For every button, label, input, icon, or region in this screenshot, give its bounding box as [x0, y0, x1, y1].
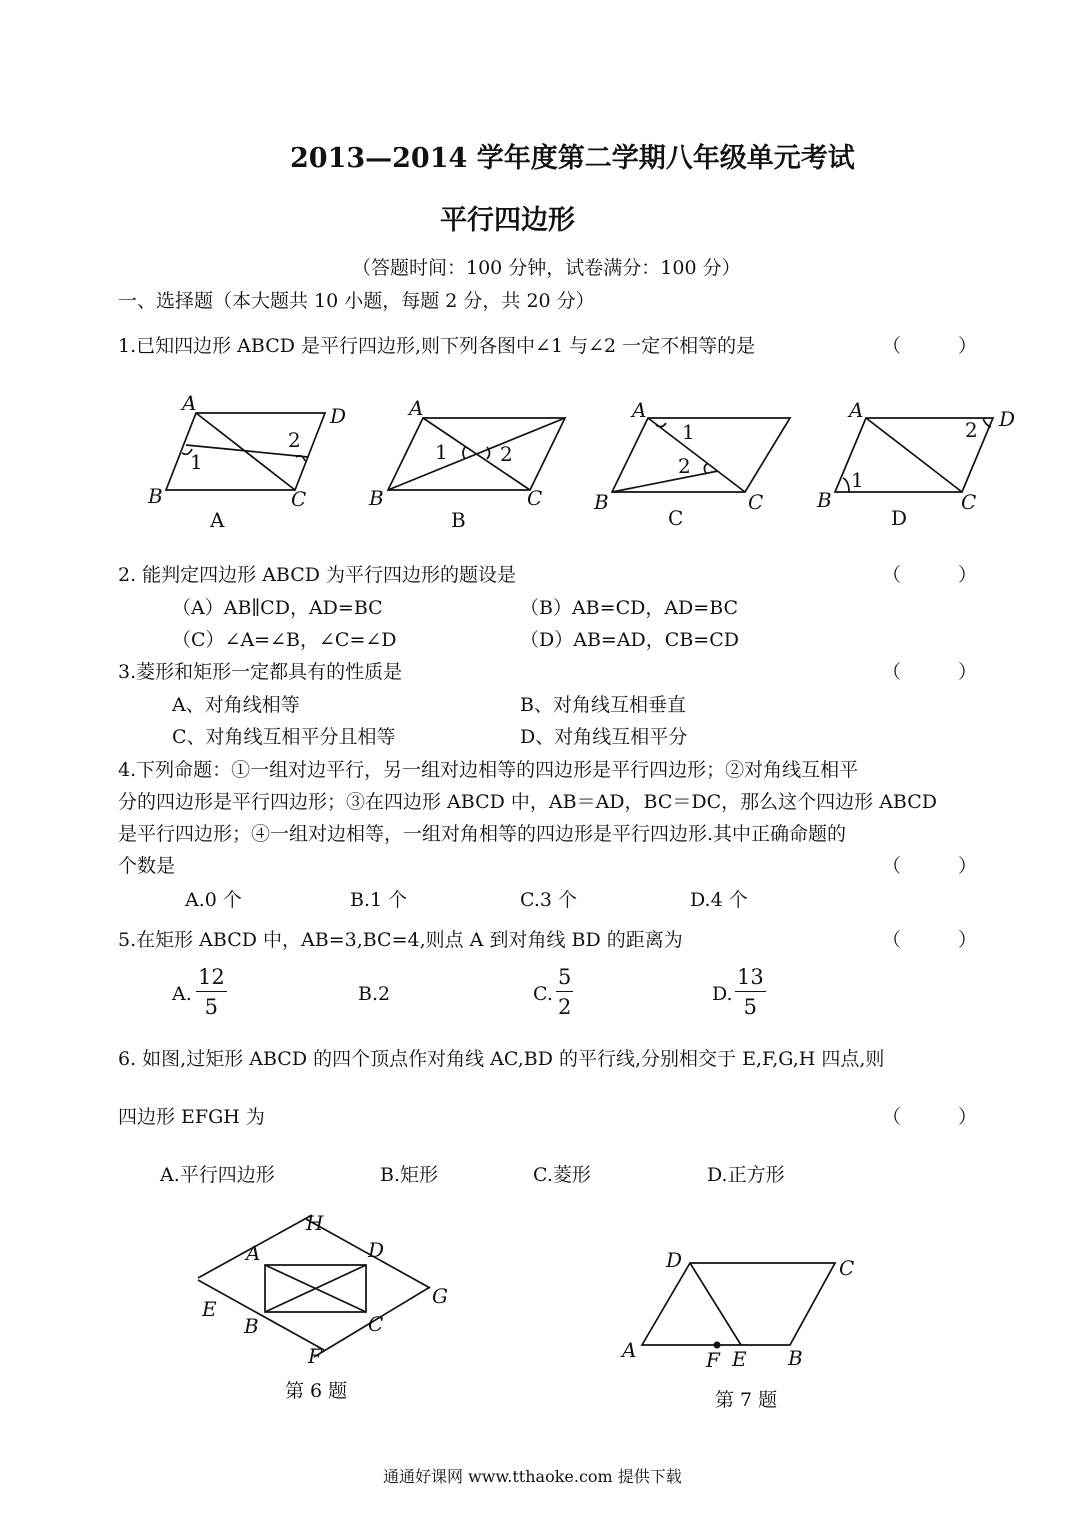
q6-label-d: D [368, 1238, 385, 1262]
q5-option-a-label: A. [172, 983, 192, 1005]
q7-segment-de [690, 1263, 741, 1345]
q7-label-d: D [666, 1248, 683, 1272]
q1d-figure-label: D [891, 506, 908, 530]
q2-text: 2. 能判定四边形 ABCD 为平行四边形的题设是 [118, 564, 517, 586]
q1a-label-b: B [148, 484, 163, 508]
q7-label-c: C [839, 1256, 855, 1280]
q5-option-a-fraction [196, 963, 227, 1022]
q4-line-4: 个数是 [118, 855, 176, 877]
q5-option-d-numerator: 13 [735, 963, 766, 992]
q1d-diagonal [866, 418, 962, 492]
footer-text: 通通好课网 www.tthaoke.com 提供下载 [383, 1467, 682, 1486]
q2-option-a: （A）AB∥CD，AD=BC [172, 597, 383, 619]
q3-option-a: A、对角线相等 [172, 694, 300, 716]
q6-label-a: A [246, 1241, 261, 1265]
q5-option-c-denominator: 2 [558, 995, 572, 1019]
q5-answer-bracket: （ ） [882, 929, 978, 951]
q7-label-f: F [706, 1348, 720, 1372]
q6-line-2: 四边形 EFGH 为 [118, 1106, 265, 1128]
q1c-segment [612, 471, 718, 492]
q1b-angle1-label: 1 [435, 440, 448, 464]
q1b-angle2-label: 2 [500, 442, 513, 466]
q1-figure-b [365, 395, 585, 535]
q1a-figure-label: A [210, 508, 225, 532]
q7-label-e: E [732, 1347, 747, 1371]
q1c-angle2-arc [704, 463, 708, 473]
q5-option-c-numerator: 5 [556, 963, 573, 992]
q6-label-b: B [244, 1314, 259, 1338]
q6-label-f: F [308, 1344, 322, 1368]
q6-figure-caption: 第 6 题 [285, 1380, 348, 1402]
q2-option-d: （D）AB=AD，CB=CD [520, 629, 739, 651]
q6-label-g: G [432, 1284, 448, 1308]
q3-option-d: D、对角线互相平分 [520, 726, 688, 748]
q4-option-c: C.3 个 [520, 889, 578, 911]
q1d-angle1-label: 1 [851, 468, 864, 492]
q1-text: 1.已知四边形 ABCD 是平行四边形,则下列各图中∠1 与∠2 一定不相等的是 [118, 335, 756, 357]
q6-label-e: E [202, 1297, 217, 1321]
q6-label-c: C [368, 1312, 384, 1336]
q5-option-d-fraction [735, 963, 766, 1022]
exam-subtitle: 平行四边形 [440, 205, 575, 236]
q3-answer-bracket: （ ） [882, 661, 978, 683]
q6-label-h: H [306, 1211, 324, 1235]
q1b-angle2-arc [487, 447, 490, 459]
q1a-label-c: C [291, 487, 307, 511]
q6-line-ef [198, 1280, 324, 1350]
q6-option-c: C.菱形 [533, 1164, 591, 1186]
q5-text: 5.在矩形 ABCD 中，AB=3,BC=4,则点 A 到对角线 BD 的距离为 [118, 929, 683, 951]
q1c-angle1-label: 1 [682, 420, 695, 444]
q4-line-3: 是平行四边形；④一组对边相等，一组对角相等的四边形是平行四边形.其中正确命题的 [118, 823, 847, 845]
q1d-label-b: B [817, 488, 832, 512]
q1-figure-a [140, 391, 370, 535]
q1b-angle1-arc [463, 447, 465, 459]
q4-option-b: B.1 个 [350, 889, 408, 911]
q1c-angle2-label: 2 [678, 454, 691, 478]
q1d-label-c: C [961, 490, 977, 514]
q6-option-b: B.矩形 [380, 1164, 439, 1186]
q1a-angle2-label: 2 [288, 428, 301, 452]
q5-option-b: B.2 [358, 983, 391, 1005]
q1-answer-bracket: （ ） [882, 335, 978, 357]
q1a-angle1-label: 1 [190, 450, 203, 474]
q3-text: 3.菱形和矩形一定都具有的性质是 [118, 661, 403, 683]
q7-figure-caption: 第 7 题 [715, 1389, 778, 1411]
q1d-label-d: D [999, 407, 1016, 431]
q1b-diagonal-bd [388, 418, 565, 490]
q1b-label-b: B [369, 486, 384, 510]
q1-figure-c [590, 395, 810, 535]
q4-option-a: A.0 个 [185, 889, 242, 911]
exam-title: 2013—2014 学年度第二学期八年级单元考试 [290, 143, 855, 174]
q1d-angle2-label: 2 [965, 418, 978, 442]
q7-label-b: B [788, 1346, 803, 1370]
q1b-label-c: C [527, 486, 543, 510]
q5-option-a-denominator: 5 [204, 995, 219, 1019]
exam-info: （答题时间：100 分钟，试卷满分：100 分） [352, 257, 741, 279]
q5-option-a-numerator: 12 [196, 963, 227, 992]
section-heading: 一、选择题（本大题共 10 小题，每题 2 分，共 20 分） [118, 290, 595, 312]
q1a-label-a: A [182, 391, 197, 415]
q3-option-b: B、对角线互相垂直 [520, 694, 686, 716]
q4-answer-bracket: （ ） [882, 855, 978, 877]
q3-option-c: C、对角线互相平分且相等 [172, 726, 396, 748]
q1-figure-d [815, 395, 1045, 535]
q6-figure [190, 1205, 460, 1370]
q2-option-b: （B）AB=CD，AD=BC [520, 597, 739, 619]
q5-option-d-denominator: 5 [743, 995, 758, 1019]
q1c-parallelogram [612, 418, 790, 492]
q1c-figure-label: C [668, 506, 684, 530]
q6-line-1: 6. 如图,过矩形 ABCD 的四个顶点作对角线 AC,BD 的平行线,分别相交于 E,F,G,H 四点,则 [118, 1048, 885, 1070]
q1d-angle1-arc [843, 478, 849, 492]
q7-parallelogram [642, 1263, 835, 1345]
q1c-label-a: A [632, 398, 647, 422]
q1a-label-d: D [330, 404, 347, 428]
q1c-label-b: B [594, 490, 609, 514]
q1b-label-a: A [409, 396, 424, 420]
q6-answer-bracket: （ ） [882, 1106, 978, 1128]
q7-label-a: A [622, 1338, 637, 1362]
q2-answer-bracket: （ ） [882, 564, 978, 586]
q5-option-c-fraction [556, 963, 573, 1022]
q1d-label-a: A [849, 398, 864, 422]
q5-option-c-label: C. [533, 983, 553, 1005]
q1c-label-c: C [748, 490, 764, 514]
q6-option-d: D.正方形 [707, 1164, 785, 1186]
q7-figure [620, 1245, 870, 1375]
q4-line-1: 4.下列命题：①一组对边平行，另一组对边相等的四边形是平行四边形；②对角线互相平 [118, 759, 859, 781]
q1d-angle2-arc [983, 418, 991, 427]
q1b-figure-label: B [451, 508, 466, 532]
q1c-diagonal [648, 418, 745, 492]
q4-option-d: D.4 个 [690, 889, 748, 911]
q4-line-2: 分的四边形是平行四边形；③在四边形 ABCD 中，AB＝AD，BC＝DC，那么这个四边形 ABCD [118, 791, 937, 813]
q2-option-c: （C）∠A=∠B，∠C=∠D [172, 629, 397, 651]
q6-option-a: A.平行四边形 [160, 1164, 275, 1186]
q5-option-d-label: D. [712, 983, 733, 1005]
